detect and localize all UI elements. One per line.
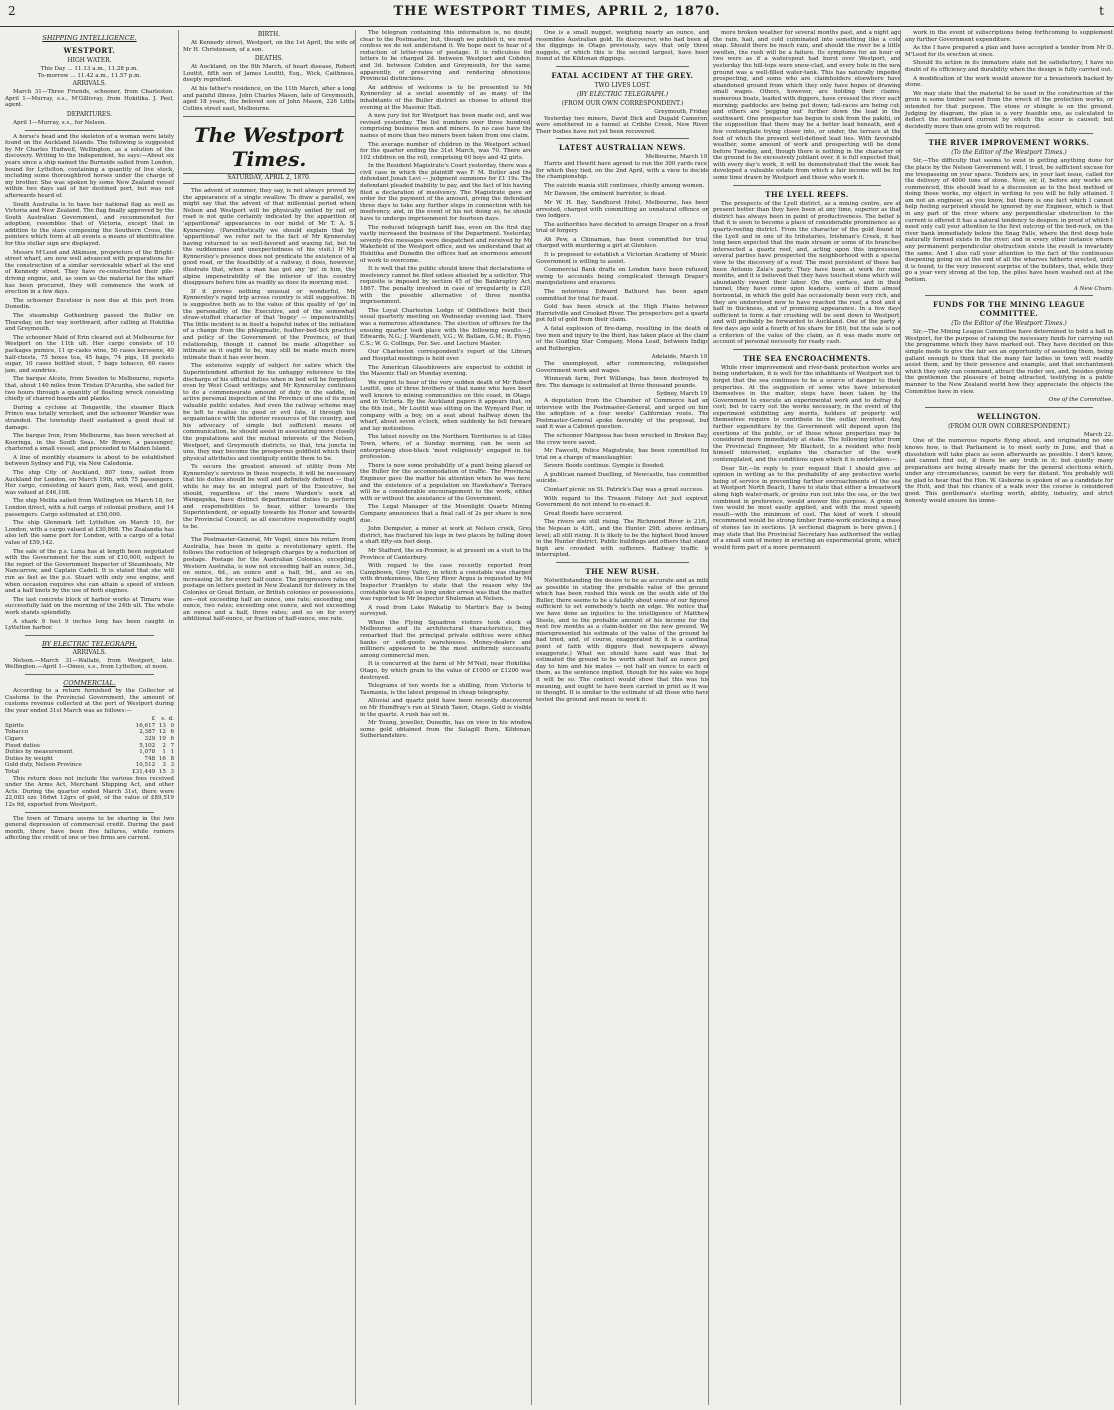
news-paragraph: The last concrete block of harbor works at Timaru was successfully laid on the morning of the 24th ult. The whole work stands splendidly.: [5, 596, 174, 616]
high-water-line: To-morrow ... 11.42 a.m., 11.57 p.m.: [37, 72, 142, 79]
table-cell: 2,387: [139, 729, 156, 736]
divider: [556, 138, 689, 139]
news-paragraph: The barque Iron, from Melbourne, has been wrecked at Kooringa, in the South Seas. Mr Brown, a passenger, chartered a small vessel, and proceeded to Malden Island.: [5, 433, 174, 453]
dateline: Greymouth, Friday.: [654, 108, 709, 115]
table-cell: Total: [5, 769, 20, 776]
deaths-title: DEATHS.: [254, 55, 284, 63]
telegraph-head: (BY ELECTRIC TELEGRAPH.): [576, 90, 669, 98]
news-paragraph: Telegrams of ten words for a shilling, from Victoria to Tasmania, is the latest proposal in cheap telegraphy.: [360, 683, 532, 696]
table-cell: 15: [158, 769, 166, 776]
news-paragraph: We regret to hear of the very sudden death of Mr Robert Louttit, one of three brothers of that name who have been well known to mining communities on this coast, in Otago, and in Victoria. By the Auckland papers it appears that, on the 6th inst., Mr Louttit was sitting on the Wynyard Pier, in company with a boy, on a seat about halfway down the wharf, about seven o'clock, when suddenly he fell forward and lay motionless.: [360, 379, 532, 432]
divider: [556, 66, 689, 67]
port-title: WESTPORT.: [63, 46, 116, 55]
table-cell: [5, 716, 120, 723]
news-paragraph: Clontarf picnic on St. Patrick's Day was a great success.: [544, 487, 704, 494]
table-cell: 748: [144, 755, 156, 762]
divider: [25, 130, 154, 131]
table-cell: Cigars: [5, 736, 24, 743]
news-paragraph: Winnerah farm, Port Willunga, has been destroyed by fire. The damage is estimated at three thousand pounds.: [536, 376, 709, 389]
news-paragraph: The prospects of the Lyell district, as a mining centre, are at present better than they have been at any time, superior as that district has always been in point of productiveness. The belief is that it is soon to become a place of considerable prominence as a quartz-reefing district. From the character of the gold found in the Lyell and in one of its tributaries, Irishman's Creek, it has long been expected that the main stream or some of its branches intersected a quartz reef, and, acting upon this impression, several parties have prospected the neighborhood with a special view to the discovery of a reef. The most persistent of these has been Antonio Zala's party. They have been at work for nine months, and it is believed that they have touched stone which will abundantly reward their labor. On the surface, and in their tunnel, they have come upon leaders, some of them almost horizontal, in which the gold has occasionally been very rich, and they are understood now to have reached the reef, a foot and a half in thickness, and of promising appearance. In a few days sufficient to form a fair crushing will be sent down to Westport, and will probably be forwarded to Auckland. One of the party a few days ago sold a fourth of his share for £60, but the sale is not a criterion of the value of the claim, as it was made more on account of personal necessity for ready cash.: [713, 200, 901, 346]
own-correspondent: (FROM OUR OWN CORRESPONDENT.): [561, 99, 684, 107]
news-paragraph: A fatal explosion of fire-damp, resulting in the death of two men and injury to the third, has taken place at the claim of the Guiding Star Company, Mona Lead, between Indigo and Rutherglen.: [536, 326, 709, 352]
table-cell: Fixed duties: [5, 742, 40, 749]
telegraph-arrivals-title: ARRIVALS.: [72, 648, 107, 656]
news-paragraph: The Legal Manager of the Moonlight Quartz Mining Company announces that a final call of 2s per share is now due.: [360, 504, 532, 524]
news-paragraph: The ship Glenmark left Lyttelton on March 10, for London, with a cargo valued at £30,868. The Zealandia has also left the same port for London, with a cargo of a total value of £59,142.: [5, 520, 174, 546]
table-cell: Gold duty, Nelson Province: [5, 762, 82, 769]
high-water-title: HIGH WATER.: [67, 57, 112, 64]
commercial-after: This return does not include the various fees received under the Arms Act, Merchant Shipping Act, and other Acts. During the quarter ended March 31st, there were 22,083 ozs 16dwt 12grs of gold, of the value of £89,519 12s 9d, exported from Westport.: [5, 775, 174, 808]
revenue-table: [5, 716, 174, 775]
dateline: March 22.: [1083, 431, 1113, 438]
table-cell: 5,102: [139, 742, 156, 749]
letter-paragraph: Sir,—The difficulty that seems to exist in getting anything done for the place by the Nelson Government will, I trust, be sufficient excuse for me trespassing on your space. Tenders are, in your last issue, called for the delivery of 4000 tons of stone. Now, sir, if, before any works are commenced, this should lead to a discussion as to the best method of doing those works, my object in writing to you will be fully attained. I am not an engineer, as you know, but there is one fact which I cannot help feeling surprised should be ignored by our Engineer, which is that in any part of the river where any perpendicular obstruction to the current is offered it has a natural tendency to deepen; in proof of which I need only call your attention to the first outcrop of the bed-rock, on the river bank immediately below the Snag Falls, where the first deep hole naturally formed exists in the river; and in every other instance where any permanent perpendicular obstruction exists the result is invariably the same. And I also call your attention to the fact of the continuous deepening going on at the end of all the wharves hitherto erected, until it is found, to the very innocent surprise of the builders, that, while they go a year very strong at the top, the piles have been washed out at the bottom.: [905, 158, 1113, 283]
column-5: [708, 30, 901, 1405]
table-cell: 13: [158, 722, 166, 729]
table-cell: 12: [158, 729, 166, 736]
news-paragraph: Notwithstanding the desire to be as accurate and as mild as possible in stating the probable value of the ground which has been rushed this week on the south side of the Buller, there seems to be a fatality about some of our figures sufficient to set somebody's teeth on edge. We notice that we have done an injustice to the intelligence of Matthew Steele, and to the probable amount of his income for the next few months as a claim-holder on the new ground. We misrepresented his estimate of the value of the ground he had tried, and, of course, exaggerated it; it is a cardinal point of faith with diggers that newspapers always exaggerate.) What we should have said was that he estimated the ground to be worth about half an ounce per day to him and his mates — not half an ounce to each of them, as the sentence implied, though for his sake we hope it will be so. The context would show that this was his meaning, and ought to have been carried in print as it was in thought. It is similar to the estimate of all those who have tested the ground and mean to work it.: [536, 578, 709, 703]
news-paragraph: With regard to the Treason Felony Act just expired, Government do not intend to re-enact it.: [536, 495, 709, 509]
leader-paragraph: If it proves nothing unusual or wonderful, Mr Kynnersley's rapid trip across country is still suggestive. It is suggestive both as to the value of this quality of 'go' in the personality of the Executive, and of the somewhat straw-stuffed character of that 'bogey' — impenetrability. The little incident is in itself a hopeful index of the initiation of a change from the phlegmatic, feather-bed-tick practice and policy of the Government of the Province, of that relationship, though it cannot be made altogether so intimate as it ought to be, may still be made much more intimate than it has ever been.: [183, 288, 355, 361]
news-paragraph: The American Glassblowers are expected to exhibit in the Masonic Hall on Monday evening.: [360, 364, 532, 378]
arrivals-text: March 31—Three Friends, schooner, from Charleston. April 1—Murray, s.s., M'Gillivray, from Hokitika. J. Peel, agent.: [5, 89, 174, 109]
divider: [925, 295, 1093, 296]
news-paragraph: The reduced telegraph tariff has, even on the first day, vastly increased the business of the Department. Yesterday, seventy-five messages were despatched and received by Mr Wakefield of the Westport office, and we understand that at Hokitika and Dunedin the offices had an enormous amount of work to overcome.: [360, 224, 532, 264]
table-cell: 19: [158, 736, 166, 743]
newspaper-masthead: The Westport Times.: [193, 123, 345, 172]
divider: [925, 133, 1093, 134]
river-works-title: THE RIVER IMPROVEMENT WORKS.: [928, 138, 1090, 148]
death-notice: At Auckland, on the 8th March, of heart disease, Robert Louttit, fifth son of James Louttit, Esq., Wick, Caithness, deeply regretted.: [183, 64, 355, 84]
leader-paragraph: The Postmaster-General, Mr Vogel, since his return from Australia, has been in quite a revolutionary spirit. He follows the reduction of telegraph charges by a reduction of postage. Postage for the Australian Colonies, excepting Western Australia, is now not exceeding half an ounce, 3d., on ounce, 6d., an ounce and a half, 9d., and so on, increasing 3d. for every half ounce. The progressive rates of postage on letters posted in New Zealand for delivery in the Colonies or Great Britain, or British colonies or possessions, are—not exceeding half an ounce, one rate; exceeding one ounce, two rates; exceeding one ounce, and not exceeding an ounce and a half, three rates; and so on for every additional half-ounce, or fraction of half-ounce, one rate.: [183, 537, 355, 623]
news-paragraph: The ship City of Auckland, 807 tons, sailed from Auckland for London, on March 19th, with 75 passengers. Her cargo, consisting of kauri gum, flax, wool, and gold, was valued at £46,108.: [5, 470, 174, 496]
table-cell: Spirits: [5, 722, 24, 729]
news-paragraph: Mr Stafford, the ex-Premier, is at present on a visit to the Province of Canterbury.: [360, 547, 532, 561]
news-paragraph: The schooner Excelsior is now due at this port from Dunedin.: [5, 297, 174, 311]
news-paragraph: The rivers are still rising. The Richmond River is 21ft., the Nepean is 43ft., and the Hunter 29ft. above ordinary level; all still rising. It is likely to be the highest flood known in the Hunter district. Public buildings and others that stand high are crowded with sufferers. Railway traffic is interrupted.: [536, 519, 709, 559]
dateline: Adelaide, March 19.: [651, 354, 709, 361]
column-4: [531, 30, 709, 1405]
news-paragraph: Gold has been struck at the High Plains between Harrietville and Crooked River. The prospectors got a quartz pot full of gold from their claim.: [536, 304, 709, 324]
divider: [25, 635, 154, 636]
news-paragraph: Severe floods continue. Gympie is flooded.: [544, 463, 665, 470]
news-paragraph: John Dempster, a miner at work at Nelson creek, Grey district, has fractured his legs in two places by falling down a shaft fifty-six feet deep.: [360, 526, 532, 546]
news-paragraph: The schooner Maid of Erin cleared out at Melbourne for Westport on the 11th ult. Her cargo consists of 10 packages pumice, 11 qr-casks wine, 50 cases kerosene, 40 half-chests, 75 boxes tea, 45 bags, 74 pigs, 18 pockets sugar, 10 cases bottled stout, 7 bags tobacco, 60 cases jam, and sundries.: [5, 334, 174, 374]
table-cell: 1: [162, 749, 166, 756]
table-cell: s.: [161, 716, 166, 723]
news-paragraph: The latest novelty on the Northern Territories is at Giles Town, where, of a Sunday morning, can be seen an enterprising shoe-black 'most religiously' engaged in his profession.: [360, 434, 532, 461]
editor-line: (To the Editor of the Westport Times.): [951, 149, 1067, 157]
news-paragraph: One is a small nugget, weighing nearly an ounce, and resembles Australian gold. Its discoverer, who had been at the diggings in Otago previously, says that only three nuggets, of which this is the second largest, have been found at the Kildonan diggings.: [536, 30, 709, 63]
corner-mark: t: [1099, 4, 1104, 18]
news-paragraph: The telegram containing this information is, no doubt, clear to the Postmaster, but, though we publish it, we must confess we do not understand it. We hope next to hear of a reduction of letter-rates of postage. It is ridiculous for letters to be charged 2d. between Westport and Cobden, and 3d. between Cobden and Greymouth, for the same, apparently, of preserving and rendering obnoxious, Provincial distinctions.: [360, 30, 532, 83]
news-paragraph: Messrs M'Leod and Atkinson, proprietors of the Bright-street wharf, are now well advanced with preparations for the construction of a similar serviceable wharf at the end of Kennedy street. They have re-constructed their pile-driving engine, and, as soon as the material for the wharf has been procured, they will commence the work of erection in a few days.: [5, 249, 174, 296]
letter-paragraph: Sir,—The Mining League Committee have determined to hold a ball in Westport, for the purpose of raising the necessary funds for carrying out the programme which they have marked out. They have decided on this simple mode to give the fair sex an opportunity of assisting them, being gallant enough to think that the many fair ladies in town will readily assist them, and by their presence and example, and that enchantment which they only can command, attract the ruder sex, and, besides giving the gentlemen the pleasure of being attracted, testifying in a public manner to the New Zealand world how they appreciate the objects the Committee have in view.: [905, 329, 1113, 395]
dateline: Sydney, March 19.: [656, 391, 709, 398]
news-paragraph: Our Charleston correspondent's report of the Library and Hospital meetings is held over.: [360, 349, 532, 362]
divider: [203, 533, 335, 534]
table-row: [5, 756, 174, 763]
dateline: Melbourne, March 19.: [645, 154, 709, 161]
news-paragraph: An address of welcome is to be presented to Mr Kynnersley at a social assembly of as many of the inhabitants of the Buller district as choose to attend this evening at the Masonic Hall.: [360, 84, 532, 111]
telegraph-arrivals: Nelson.—March 31—Wallabi, from Westport, late. Wellington.—April 1—Omeo, s.s., from Lyttelton, at noon.: [5, 657, 174, 671]
table-cell: Duties by weight: [5, 755, 53, 762]
news-paragraph: A shark 9 feet 9 inches long has been caught in Lyttelton harbor.: [5, 618, 174, 632]
table-cell: £31,449: [132, 769, 156, 776]
table-row: [5, 749, 174, 756]
news-paragraph: There is now some probability of a punt being placed on the Buller for the accommodation of traffic. The Provincial Engineer gave the matter his attention when he was here, and the existence of a population on Hawkshaw's Terrace will be a considerable encouragement to the work, either with or without the assistance of the Government.: [360, 462, 532, 502]
timaru-paragraph: The town of Timaru seems to be sharing in the two general depression of commercial credit. During the past month, there have been five failures, while rumors affecting the credit of one or two firms are current.: [5, 815, 174, 842]
table-cell: Tobacco: [5, 729, 29, 736]
news-paragraph: While river improvement and river-bank protection works are being undertaken, it is well for the inhabitants of Westport not to forget that the sea continues to be a source of danger to their properties. At the suggestion of some who have interested themselves in the matter, steps have been taken by the Government to execute an experimental work and to defray its cost; but to carry out the works necessary, in the event of the experiment exhibiting any merits, holders of property will themselves require to contribute to the outlay involved. Any further expenditure by the Government will depend upon the exertions of the public, or of those whose properties may be considered more immediately at stake. The following letter from the Provincial Engineer, Mr Blackett, to a resident who feels himself interested, explains the character of the work contemplated, and the conditions upon which it is undertaken:—: [713, 364, 901, 464]
news-paragraph: Commercial Bank drafts on London have been refused, owing to accounts being complicated through Draper's manipulations and erasures.: [536, 267, 709, 287]
page-header: [0, 0, 1114, 27]
news-paragraph: The notorious Edward Bathurst has been again committed for trial for fraud.: [536, 289, 709, 302]
news-paragraph: With regard to the case recently reported from Campbown, Grey Valley, in which a constable was charged with drunkenness, the Grey River Argus is requested by Mr Inspector Franklyn to state that the reason why the constable was kept so long under arrest was that the matter was reported to Mr Inspector Shuleman at Nelson.: [360, 563, 532, 603]
table-cell: 3: [170, 769, 174, 776]
news-paragraph: It is concurred at the farm of Mr M'Neil, near Hokitika, Otago, by which grain to the value of £1000 or £1200 was destroyed.: [360, 661, 532, 681]
news-paragraph: A deputation from the Chamber of Commerce had an interview with the Postmaster-General, and urged on him the adoption of a four weeks' Californian route. The Postmaster-General spoke favorably of the proposal, but said it was a Cabinet question.: [536, 397, 709, 431]
letter-signature: A New Chum.: [1073, 285, 1113, 292]
shipping-title: SHIPPING INTELLIGENCE.: [42, 34, 137, 42]
news-paragraph: The unemployed, after commencing, relinquished Government work and wages.: [536, 360, 709, 374]
wellington-title: WELLINGTON.: [977, 411, 1041, 421]
australian-news-title: LATEST AUSTRALIAN NEWS.: [558, 143, 687, 153]
leader-paragraph: The extensive supply of subject for satire which the Superintendent afforded by his unhappy reference to the discharge of his official duties when in bed will be forgotten even by West Coast writings; and Mr Kynnersley continues to do a commensurate amount of duty in the saddle, in active personal inspection of the Province of one of its most valuable public estates. And even the railway scheme may be left to realise its good or evil fate, if through his acquaintance with the interior resources of the country, and his advocacy of simple but sufficient means of communication, he should assist in associating more closely the populations and the mutual interests of the Nelson, Westport, and Greymouth districts, so that, tria juncta in uno, they may become the prosperous goldfield which their physical attributes and contiguity entitle them to be.: [183, 363, 355, 462]
table-cell: 1,078: [139, 749, 156, 756]
divider: [25, 674, 154, 675]
new-rush-title: THE NEW RUSH.: [585, 567, 660, 576]
table-cell: 1: [170, 749, 174, 756]
table-row: [5, 736, 174, 743]
news-paragraph: The barque Alcolo, from Sweden to Melbourne, reports that, about 140 miles from Tristan D'Acunha, she sailed for two hours through a quantity of floating wreck consisting chiefly of charred boards and planks.: [5, 376, 174, 403]
table-row: [5, 762, 174, 769]
departures-text: April 1—Murray, s.s., for Nelson.: [13, 119, 107, 126]
running-masthead: THE WESTPORT TIMES, APRIL 2, 1870.: [393, 4, 721, 19]
table-cell: 0: [170, 722, 174, 729]
table-cell: 3: [170, 762, 174, 769]
news-paragraph: The authorities have decided to arraign Draper on a fresh trial of forgery.: [536, 221, 709, 235]
commercial-title: COMMERCIAL.: [63, 678, 116, 687]
news-paragraph: Should its action in its immature state not be satisfactory, I have no doubt of its efficiency and durability when the design is fully carried out.: [905, 60, 1113, 73]
news-paragraph: When the Flying Squadron visitors took stock of Melbourne and its architectural characteristics, they remarked that the principal private edifices were either banks or soft-goods warehouses. Money-dealers and milliners appeared to be the most uniformly successful among commercial men.: [360, 619, 532, 659]
table-row: [5, 729, 174, 736]
news-paragraph: Mr Dawson, the eminent barrister, is dead.: [544, 191, 667, 198]
news-paragraph: It is proposed to establish a Victorian Academy of Music. Government is willing to assist.: [536, 252, 709, 265]
divider: [733, 185, 881, 186]
news-paragraph: South Australia is to have her national flag as well as Victoria and New Zealand. The flag finally approved by the South Australian Government, and recommended for adoption, resembles that of Victoria, except that in addition to the stars composing the Southern Cross, the pointers which form at all events a means of identification for this stellar sign are displayed.: [5, 201, 174, 248]
table-cell: 2: [162, 742, 166, 749]
column-3: [355, 30, 532, 1405]
table-cell: 6: [170, 729, 174, 736]
news-paragraph: A modification of the work would answer for a breastwork backed by stone.: [905, 75, 1113, 89]
editor-line: (To the Editor of the Westport Times.): [951, 320, 1067, 328]
news-paragraph: The Loyal Charleston Lodge of Oddfellows held their usual quarterly meeting on Wednesday evening last. There was a numerous attendance. The election of officers for the ensuing quarter took place with the following results:—J. Edwards, N.G.; J. Wardenett, V.G.; W. Ballam, G.M.; B. Flynn, C.S.; W. G. Collings, Per. Sec. and Lecture Master.: [360, 307, 532, 347]
news-paragraph: Alluvial and quartz gold have been recently discovered on Mr Humffray's run at Strath Taieri, Otago. Gold is visible in the quartz. A rush has set in.: [360, 698, 532, 718]
news-paragraph: The steamship Gothenburg passed the Buller on Thursday, on her way northward, after calling at Hokitika and Greymouth.: [5, 313, 174, 333]
table-cell: 16: [158, 755, 166, 762]
column-6: [900, 30, 1113, 1405]
table-cell: d.: [168, 716, 174, 723]
news-paragraph: During a cyclone at Tongaville, the steamer Black Prince was totally wrecked, and the schooner Wander was stranded. The township itself sustained a good deal of damage.: [5, 404, 174, 431]
table-header-row: [5, 716, 174, 723]
sea-encroachments-title: THE SEA ENCROACHMENTS.: [743, 353, 871, 363]
news-paragraph: Mr Young, jeweller, Dunedin, has on view in his window some gold obtained from the Sulagill Burn, Kildonan, Sutherlandshire.: [360, 720, 532, 740]
divider: [183, 116, 355, 117]
news-paragraph: We may state that the material to be used in the construction of the groin is some timber saved from the wreck of the protection works, or intended for that purpose. The stone or shingle is on the ground. Judging by diagram, the plan is a very feasible one, as calculated to deflect the northward current by which the scour is caused; but decidedly more than one groin will be required.: [905, 90, 1113, 130]
news-paragraph: Harris and Hewitt have agreed to run the 300 yards race, for which they tied, on the 2nd April, with a view to decide the championship.: [536, 160, 709, 181]
news-paragraph: The sale of the p.s. Luna has at length been negotiated with the Government for the sum of £10,000, subject to the report of the Government Inspector of Steamboats, Mr Nancarrow, and Captain Cadell. It is stated that she will run as fast as the p.s. Stuart with only one engine, and when occasion requires she can attain a speed of sixteen and a half knots by the use of both engines.: [5, 548, 174, 595]
letter-paragraph: Dear Sir,—In reply to your request that I should give an opinion in writing as to the probability of any protective works being of service in preventing further encroachments of the sea at Westport North Beach, I have to state that either a breastwork along high water-mark, or groins run out into the sea, or the two combined in preference, would answer the purpose. A groin or two would be most easily applied, and with the most speedy result—with the minimum of cost. The kind of work I should recommend would be strong timber frame-work enclosing a mass of stones (as in sections. [A sectional diagram is here given.] I may state that the Provincial Secretary has authorised the outlay of a small sum of money in erecting an experimental groin, which would form part of a more permanent: [713, 465, 901, 551]
news-paragraph: As the I have prepared a plan and have accepted a tender from Mr D. M'Leod for its erection at once.: [905, 45, 1113, 58]
news-paragraph: It is well that the public should know that declarations of insolvency cannot be filed unless attested by a solicitor. This requisite is imposed by section 45 of the Bankruptcy Act, 1867. The penalty involved in case of irregularity is £20, with the possible alternative of three months' imprisonment.: [360, 266, 532, 306]
death-notice: At his father's residence, on the 11th March, after a long and painful illness, John Charles Mason, late of Greymouth, aged 18 years, the beloved son of John Mason, 226 Little Collins street east, Melbourne.: [183, 85, 355, 112]
table-total-row: [5, 769, 174, 776]
table-cell: 16,617: [135, 722, 156, 729]
news-paragraph: work in the event of subscriptions being forthcoming to supplement any further Government expenditure.: [905, 30, 1113, 43]
birth-title: BIRTH.: [257, 31, 281, 38]
table-row: [5, 743, 174, 750]
fatal-accident-subtitle: TWO LIVES LOST.: [594, 81, 651, 89]
news-paragraph: The average number of children in the Westport school, for the quarter ending the 31st March, was 70. There are 102 children on the roll, comprising 60 boys and 42 girls.: [360, 141, 532, 161]
news-paragraph: The ship Melita sailed from Wellington on March 18, for London direct, with a full cargo of colonial produce, and 14 passengers. Cargo estimated at £50,000.: [5, 498, 174, 518]
news-paragraph: In the Resident Magistrate's Court yesterday, there was a civil case in which the plaintiff was F. M. Butler and the defendant Jonah Levi — judgment summons for £1 19s. The defendant pleaded inability to pay, and the fact of his having filed a declaration of insolvency. The Magistrate gave an order for the payment of the amount, giving the defendant three days to take any further steps in connection with his insolvency, and, in the event of his not doing so, he should have to undergo imprisonment for fourteen days.: [360, 163, 532, 223]
news-paragraph: One of the numerous reports flying about, and originating no one knows how, is that Parliament is to meet early in June, and that a dissolution will take place as soon afterwards as possible. I don't know, and cannot find out, if there be any truth in it; but quietly many preparations are being already made for the general elections which, under any circumstances, cannot be very far distant. You probably will be glad to hear that the Hon. W. Gisborne is spoken of as a candidate for the Hutt, and that his chance of a walk over the course is considered good. This gentleman's sterling worth, ability, industry, and strict honesty would ensure his imme-: [905, 438, 1113, 504]
news-paragraph: Great floods have occurred.: [544, 510, 623, 517]
news-paragraph: A publican named Duelling, of Newcastle, has committed suicide.: [536, 471, 709, 485]
table-cell: £: [151, 716, 156, 723]
table-cell: 329: [144, 736, 156, 743]
news-paragraph: Mr Fawcett, Police Magistrate, has been committed for trial on a charge of manslaughter.: [536, 448, 709, 461]
divider: [733, 349, 881, 350]
column-2: [178, 30, 355, 1405]
lyell-reefs-title: THE LYELL REEFS.: [765, 189, 849, 199]
departures-title: DEPARTURES.: [66, 110, 113, 118]
news-paragraph: The schooner Mariposa has been wrecked in Broken Bay; the crew were saved.: [536, 432, 709, 446]
table-cell: 6: [170, 736, 174, 743]
telegraph-title: BY ELECTRIC TELEGRAPH.: [41, 639, 138, 648]
dateline: SATURDAY, APRIL 2, 1870.: [183, 173, 355, 184]
news-paragraph: Ah Pew, a Chinaman, has been committed for trial, charged with murdering a girl at Glenluce.: [536, 236, 709, 250]
table-cell: 7: [170, 742, 174, 749]
high-water-line: This Day ... 11.13 a.m., 11.28 p.m.: [40, 66, 139, 72]
news-paragraph: A horse's head and the skeleton of a woman were lately found on the Auckland Islands. The following is suggested by Mr Charles Hudwell, Wellington, as a solution of the discovery. Writing to the Independent, he says:—About six years since a ship named the Burnside sailed from London, bound for Lyttelton, containing a quantity of live stock, including some thoroughbred horses under the charge of my brother. She was spoken by some New Zealand vessel within two days sail of her destined port, but was not afterwards heard of.: [5, 133, 174, 199]
arrivals-title: ARRIVALS.: [72, 80, 107, 88]
birth-notice: At Kennedy street, Westport, on the 1st April, the wife of Mr H. Christensen, of a son.: [183, 40, 355, 53]
page-number: 2: [8, 4, 16, 18]
news-paragraph: Yesterday two miners, David Dick and Dugald Cameron, were smothered in a tunnel at Cribbo Creek, New River. Their bodies have not yet been recovered.: [536, 115, 709, 135]
news-paragraph: A road from Lake Wakatip to Martin's Bay is being surveyed.: [360, 604, 532, 618]
table-cell: 8: [170, 755, 174, 762]
news-paragraph: Mr W. H. Bay, Sandhurst Hotel, Melbourne, has been arrested, charged with committing an unnatural offence on two lodgers.: [536, 199, 709, 220]
leader-paragraph: To secure the greatest amount of utility from Mr Kynnersley's services in these respects, it will be necessary that his duties should be well and definitely defined — that while he may be an integral part of the Executive, he should, regardless of the mere Warden's work at Wangapeka, have distinct departmental duties to perform and responsibilities to bear, either towards the Superintendent, or equally towards his Honor and towards the Provincial Council, as all executive responsibility ought to be.: [183, 464, 355, 530]
table-cell: Duties by measurement: [5, 749, 73, 756]
news-paragraph: The suicide mania still continues, chiefly among women.: [544, 182, 705, 189]
table-row: [5, 723, 174, 730]
commercial-intro: According to a return furnished by the Collector of Customs to the Provincial Government, the amount of customs revenue collected at the port of Westport during the year ended 31st March was as follows:—: [5, 687, 174, 714]
table-cell: 10,512: [135, 762, 156, 769]
news-paragraph: more broken weather for several months past, and a night ago the rain, hail, and cold culminated into something like a cold snap. Should there be much rain, and should the river be a little swollen, the rush will be a failure. Its symptoms for an hour or two were as if a waterspout had burst over Westport, and yesterday the hill-tops were snow-clad, and every hole in the new ground was a well-filled water-tank. This has naturally impeded prospecting, and some who are claimholders elsewhere have abandoned ground from which they only have hopes of drawing small wages. Others, however, are holding their claims; numerous boats, loaded with diggers, have crossed the river each morning; paddocks are being put down; tail-races are being cut; and others are 'pegging out' further down the lead in the southward. One prospector has begun to sink from the pakihi, on the supposition that there may be a better lead beneath, and a few contemplate trying closer into, or under, the terrace at the foot of which the present well-defined lead lies. With favorable weather, some amount of work and prospecting will be done before Tuesday, and, though there is nothing in the character of the ground to be excessively jubilant over, it is full expected that, with every day's work, it will be demonstrated that the week has developed a valuable estate from which a fair income will be for some time drawn by Westport and those who work it.: [713, 30, 901, 182]
news-paragraph: A line of monthly steamers is about to be established between Sydney and Fiji, via New Caledonia.: [5, 454, 174, 468]
divider: [556, 562, 689, 563]
fatal-accident-title: FATAL ACCIDENT AT THE GREY.: [551, 70, 694, 80]
divider: [25, 812, 154, 813]
own-correspondent: (FROM OUR OWN CORRESPONDENT.): [948, 422, 1070, 430]
leader-paragraph: The advent of summer, they say, is not always proved by the appearance of a single swallow. To draw a parallel, we might say that the advent of that millennial period when Nelson and Westport will be physically united by rail or road is not quite certainly indicated by the apparition of 'apparitional' appearances in our midst of Mr T. A. S. Kynnersley. (Parenthetically we should explain that by 'apparitional' we refer not to the fact of Mr Kynnersley having returned to us well-favored and waxing fat, but to the suddenness and unexpectedness of his visit.) If Mr Kynnersley's presence does not predicate the existence of a good road, or the feasibility of a railway, it does, however, illustrate that, when a man has got any 'go' in him, the alpine impenetrability of the interior of this country disappears before him as readily as does its morning mist.: [183, 187, 355, 287]
divider: [925, 407, 1093, 408]
news-paragraph: A new jury list for Westport has been made out, and was revised yesterday. The list numbers over three hundred, comprising business men and miners. In no case have the names of more than two miners been taken from one claim.: [360, 113, 532, 139]
table-cell: 3: [162, 762, 166, 769]
funds-title: FUNDS FOR THE MINING LEAGUE COMMITTEE.: [932, 300, 1086, 319]
letter-signature: One of the Committee.: [1048, 397, 1113, 404]
column-1: [5, 30, 174, 1405]
